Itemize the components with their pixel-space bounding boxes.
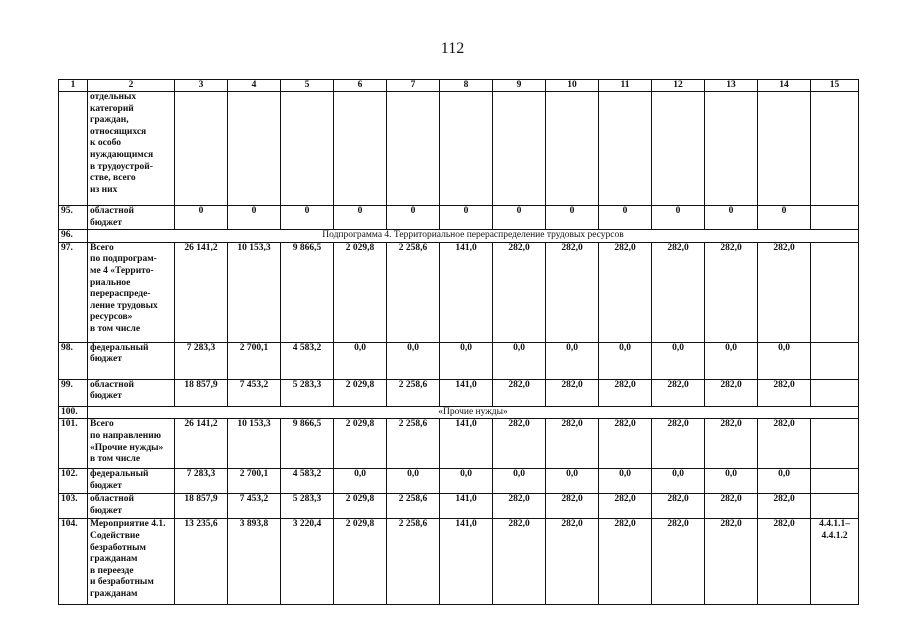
value-cell: 0 [652,206,705,230]
value-cell: 0 [705,206,758,230]
column-header: 5 [281,80,334,92]
value-cell: 2 258,6 [387,242,440,342]
value-cell: 282,0 [705,519,758,605]
value-cell: 0 [493,206,546,230]
value-cell: 0 [334,206,387,230]
table-row [59,379,859,406]
value-cell: 0 [546,206,599,230]
table-row [59,469,859,494]
value-cell: 9 866,5 [281,242,334,342]
value-cell: 141,0 [440,242,493,342]
value-cell: 282,0 [599,379,652,406]
row-number: 95. [59,206,88,230]
section-title: Подпрограмма 4. Территориальное перераспределение трудовых ресурсов [88,230,859,243]
table-row [59,419,859,469]
value-cell: 282,0 [546,494,599,519]
row-number: 96. [59,230,88,243]
value-cell: 0,0 [758,342,811,379]
value-cell: 26 141,2 [175,242,228,342]
column-header: 12 [652,80,705,92]
row-number: 103. [59,494,88,519]
reference-cell [811,242,859,342]
value-cell: 3 220,4 [281,519,334,605]
value-cell: 282,0 [546,419,599,469]
value-cell: 0 [387,206,440,230]
value-cell: 13 235,6 [175,519,228,605]
value-cell: 282,0 [758,419,811,469]
value-cell: 0,0 [599,469,652,494]
value-cell: 282,0 [652,494,705,519]
row-number [59,92,88,206]
value-cell: 2 258,6 [387,519,440,605]
value-cell: 2 029,8 [334,242,387,342]
value-cell: 282,0 [546,242,599,342]
header-row [59,80,859,92]
value-cell [546,92,599,206]
value-cell: 0,0 [599,342,652,379]
value-cell: 282,0 [652,242,705,342]
column-header: 13 [705,80,758,92]
reference-cell [811,419,859,469]
value-cell: 282,0 [758,519,811,605]
value-cell: 282,0 [546,519,599,605]
value-cell: 7 283,3 [175,469,228,494]
value-cell: 0,0 [440,469,493,494]
value-cell: 0,0 [705,469,758,494]
column-header: 9 [493,80,546,92]
column-header: 6 [334,80,387,92]
table-row [59,230,859,243]
page-number: 112 [440,40,465,57]
value-cell [334,92,387,206]
row-label: отдельных категорий граждан, относящихся к особо нуждающимся в трудоустрой- стве, всего из них [88,92,175,206]
row-number: 102. [59,469,88,494]
row-label: федеральный бюджет [88,469,175,494]
value-cell: 7 453,2 [228,379,281,406]
value-cell: 282,0 [546,379,599,406]
value-cell [228,92,281,206]
section-title: «Прочие нужды» [88,406,859,419]
value-cell: 282,0 [599,242,652,342]
value-cell: 282,0 [705,494,758,519]
value-cell: 0,0 [493,342,546,379]
value-cell: 282,0 [705,242,758,342]
value-cell: 0,0 [652,342,705,379]
reference-cell [811,379,859,406]
value-cell: 282,0 [599,519,652,605]
value-cell: 0,0 [493,469,546,494]
value-cell: 4 583,2 [281,469,334,494]
value-cell: 5 283,3 [281,494,334,519]
row-label: Всего по направлению «Прочие нужды» в том числе [88,419,175,469]
value-cell: 0,0 [387,469,440,494]
reference-cell [811,206,859,230]
column-header: 14 [758,80,811,92]
value-cell: 0,0 [652,469,705,494]
row-number: 104. [59,519,88,605]
value-cell [440,92,493,206]
value-cell: 0 [281,206,334,230]
row-number: 98. [59,342,88,379]
table-row [59,494,859,519]
reference-cell [811,469,859,494]
value-cell: 2 258,6 [387,419,440,469]
value-cell [599,92,652,206]
value-cell: 141,0 [440,419,493,469]
value-cell: 0 [228,206,281,230]
row-label: областной бюджет [88,206,175,230]
row-number: 97. [59,242,88,342]
value-cell [652,92,705,206]
value-cell [387,92,440,206]
column-header: 8 [440,80,493,92]
budget-table [58,79,859,605]
value-cell: 4 583,2 [281,342,334,379]
value-cell: 282,0 [599,419,652,469]
row-label: Всего по подпрограм- ме 4 «Террито- риальное перераспреде- ление трудовых ресурсов» в том числе [88,242,175,342]
value-cell: 141,0 [440,519,493,605]
value-cell: 26 141,2 [175,419,228,469]
value-cell [281,92,334,206]
column-header: 11 [599,80,652,92]
table-row [59,206,859,230]
value-cell: 2 029,8 [334,379,387,406]
value-cell: 3 893,8 [228,519,281,605]
row-label: федеральный бюджет [88,342,175,379]
value-cell: 282,0 [652,419,705,469]
value-cell: 282,0 [652,519,705,605]
value-cell: 2 258,6 [387,494,440,519]
row-label: областной бюджет [88,379,175,406]
value-cell: 282,0 [705,419,758,469]
value-cell: 282,0 [599,494,652,519]
value-cell: 2 258,6 [387,379,440,406]
table-row [59,242,859,342]
column-header: 2 [88,80,175,92]
value-cell: 9 866,5 [281,419,334,469]
value-cell [175,92,228,206]
row-label: областной бюджет [88,494,175,519]
table-row [59,519,859,605]
value-cell: 0,0 [334,469,387,494]
table-row [59,92,859,206]
value-cell: 0,0 [387,342,440,379]
column-header: 10 [546,80,599,92]
row-number: 100. [59,406,88,419]
value-cell: 5 283,3 [281,379,334,406]
value-cell: 0,0 [705,342,758,379]
column-header: 4 [228,80,281,92]
value-cell: 0 [440,206,493,230]
value-cell: 282,0 [705,379,758,406]
value-cell: 0,0 [758,469,811,494]
column-header: 15 [811,80,859,92]
column-header: 3 [175,80,228,92]
value-cell: 18 857,9 [175,494,228,519]
value-cell: 0,0 [546,342,599,379]
reference-cell: 4.4.1.1– 4.4.1.2 [811,519,859,605]
column-header: 7 [387,80,440,92]
value-cell: 282,0 [758,379,811,406]
value-cell: 282,0 [758,494,811,519]
value-cell: 7 453,2 [228,494,281,519]
row-number: 101. [59,419,88,469]
value-cell: 0,0 [546,469,599,494]
value-cell: 282,0 [493,519,546,605]
value-cell: 282,0 [493,494,546,519]
value-cell: 2 029,8 [334,519,387,605]
value-cell: 2 700,1 [228,342,281,379]
value-cell: 0 [599,206,652,230]
value-cell: 2 700,1 [228,469,281,494]
value-cell: 2 029,8 [334,419,387,469]
value-cell: 141,0 [440,494,493,519]
value-cell: 282,0 [758,242,811,342]
value-cell: 0,0 [334,342,387,379]
value-cell [758,92,811,206]
value-cell: 2 029,8 [334,494,387,519]
reference-cell [811,342,859,379]
value-cell: 10 153,3 [228,242,281,342]
value-cell: 10 153,3 [228,419,281,469]
value-cell: 282,0 [493,419,546,469]
value-cell: 7 283,3 [175,342,228,379]
table-row [59,342,859,379]
table-row [59,406,859,419]
value-cell: 0,0 [440,342,493,379]
value-cell: 18 857,9 [175,379,228,406]
value-cell: 282,0 [493,379,546,406]
row-number: 99. [59,379,88,406]
value-cell: 282,0 [493,242,546,342]
value-cell: 0 [175,206,228,230]
value-cell [493,92,546,206]
reference-cell [811,494,859,519]
reference-cell [811,92,859,206]
value-cell [705,92,758,206]
row-label: Мероприятие 4.1. Содействие безработным гражданам в переезде и безработным гражданам [88,519,175,605]
column-header: 1 [59,80,88,92]
value-cell: 141,0 [440,379,493,406]
value-cell: 0 [758,206,811,230]
value-cell: 282,0 [652,379,705,406]
